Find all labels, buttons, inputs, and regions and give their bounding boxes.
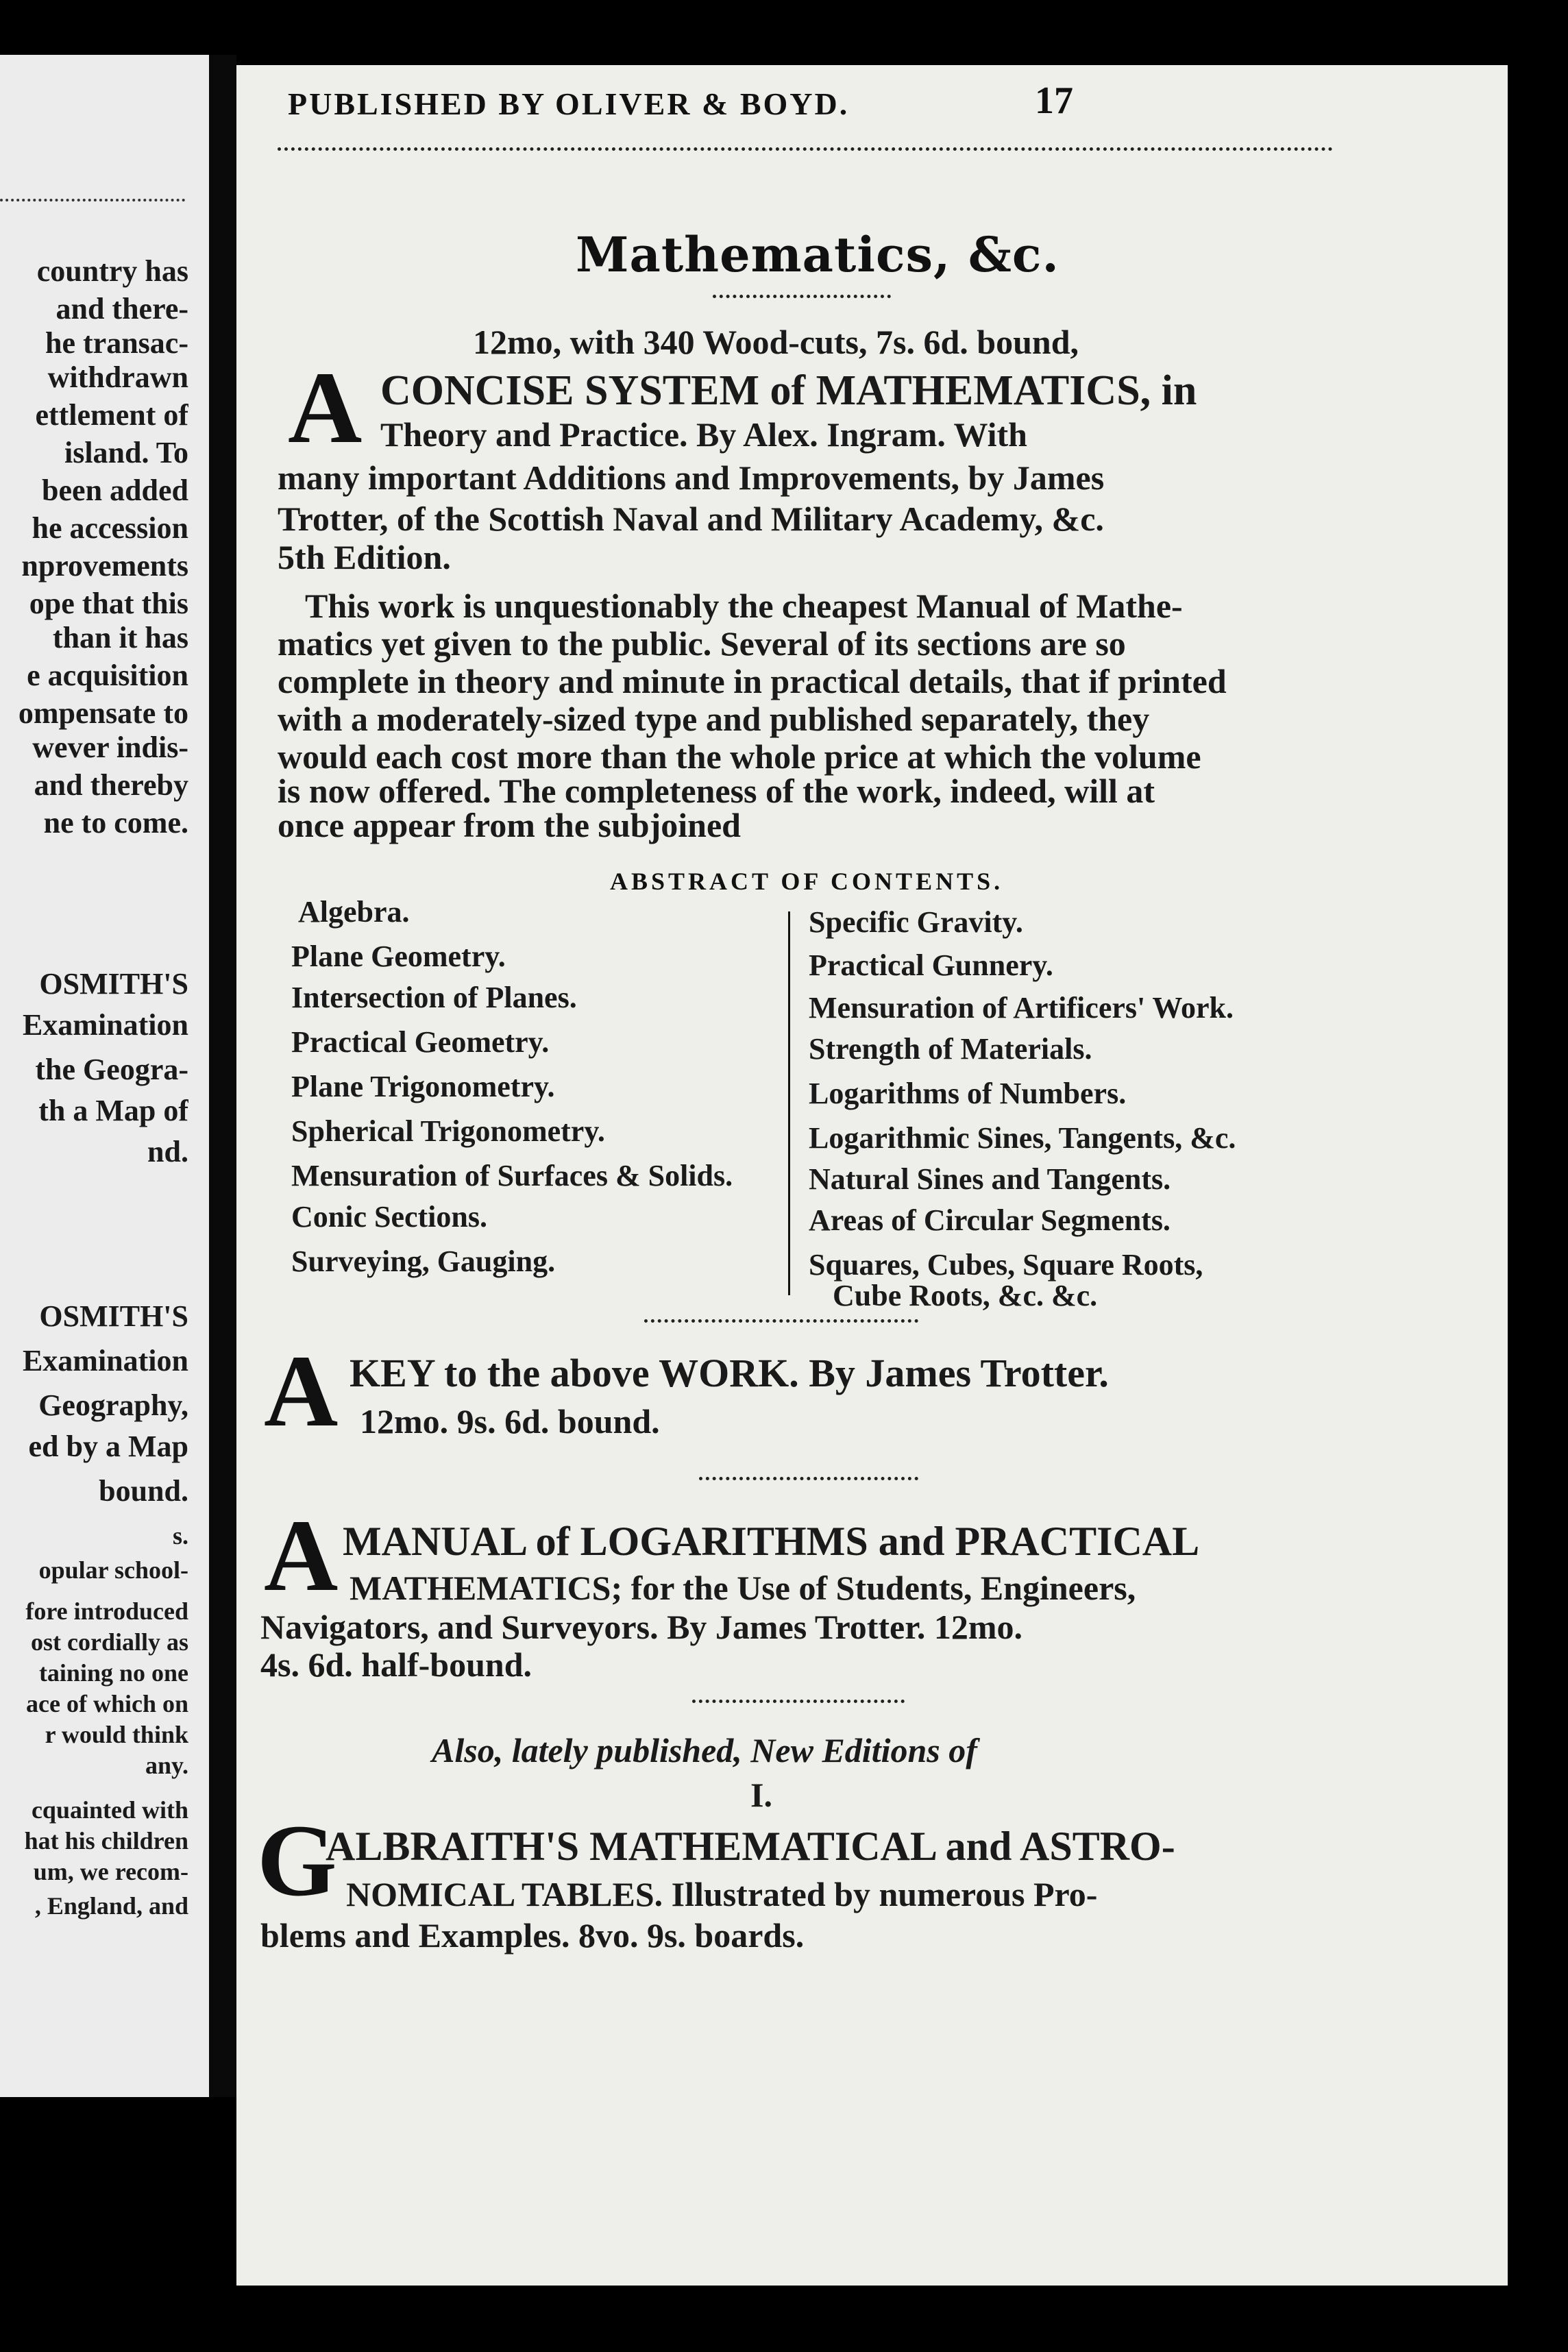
contents-left-item: Plane Geometry.: [291, 940, 506, 973]
entry4-line-3: blems and Examples. 8vo. 9s. boards.: [260, 1916, 805, 1955]
left-page-line: ope that this: [29, 587, 188, 620]
left-page-line: ne to come.: [43, 806, 188, 840]
entry4-line-2: NOMICAL TABLES. Illustrated by numerous Pro-: [346, 1875, 1098, 1913]
contents-right-item: Squares, Cubes, Square Roots,: [809, 1248, 1203, 1282]
ornament-rule-1: [644, 1319, 918, 1323]
left-page-line: he accession: [32, 511, 188, 545]
entry1-desc-4: with a moderately-sized type and published separately, they: [278, 700, 1150, 738]
left-page-line: he transac-: [45, 326, 188, 360]
contents-right-item: Specific Gravity.: [809, 905, 1023, 939]
left-page-line: nprovements: [21, 549, 188, 583]
contents-right-item: Practical Gunnery.: [809, 948, 1053, 982]
running-head: PUBLISHED BY OLIVER & BOYD.: [288, 86, 850, 121]
left-page-line: taining no one: [38, 1659, 188, 1687]
header-rule: [278, 147, 1333, 151]
section-numeral: I.: [750, 1776, 772, 1814]
left-page-line: e acquisition: [27, 659, 188, 692]
left-page-line: wever indis-: [32, 731, 188, 764]
entry1-line-5: 5th Edition.: [278, 538, 451, 576]
entry1-desc-1: This work is unquestionably the cheapest Manual of Mathe-: [305, 587, 1183, 625]
entry3-line-3: Navigators, and Surveyors. By James Trotter. 12mo.: [260, 1608, 1022, 1646]
contents-left-item: Surveying, Gauging.: [291, 1245, 556, 1278]
entry4-line-1: ALBRAITH'S MATHEMATICAL and ASTRO-: [326, 1824, 1175, 1869]
entry2-line-2: 12mo. 9s. 6d. bound.: [360, 1402, 660, 1441]
left-page-line: island. To: [64, 436, 188, 469]
entry1-format-line: 12mo, with 340 Wood-cuts, 7s. 6d. bound,: [473, 323, 1079, 361]
entry4-dropcap: G: [257, 1804, 337, 1918]
contents-heading: ABSTRACT OF CONTENTS.: [610, 868, 1004, 895]
ornament-rule-2: [699, 1477, 918, 1480]
entry1-dropcap: A: [288, 351, 363, 465]
entry2-line-1: KEY to the above WORK. By James Trotter.: [350, 1351, 1109, 1395]
left-page-line: s.: [172, 1522, 188, 1549]
left-page-line: OSMITH'S: [39, 1299, 188, 1333]
entry3-line-4: 4s. 6d. half-bound.: [260, 1645, 532, 1684]
entry1-line-1: CONCISE SYSTEM of MATHEMATICS, in: [380, 367, 1197, 414]
left-page-line: and thereby: [34, 768, 188, 802]
left-page-line: ace of which on: [26, 1690, 188, 1717]
left-page-line: Examination: [22, 1008, 188, 1042]
contents-divider: [788, 911, 790, 1295]
left-page-line: any.: [145, 1752, 188, 1779]
left-page-line: OSMITH'S: [39, 967, 188, 1001]
left-page-line: ettlement of: [35, 398, 188, 432]
entry1-desc-6: is now offered. The completeness of the work, indeed, will at: [278, 772, 1155, 810]
left-page-line: cquainted with: [31, 1796, 188, 1824]
section-title: Mathematics, &c.: [576, 226, 1059, 283]
entry1-desc-7: once appear from the subjoined: [278, 806, 741, 844]
contents-left-item: Conic Sections.: [291, 1200, 487, 1234]
entry3-dropcap: A: [264, 1499, 339, 1613]
left-page-line: nd.: [147, 1135, 188, 1168]
left-page-line: um, we recom-: [33, 1858, 188, 1885]
entry1-desc-3: complete in theory and minute in practical details, that if printed: [278, 662, 1227, 700]
left-page-line: opular school-: [38, 1556, 188, 1584]
entry1-line-4: Trotter, of the Scottish Naval and Military Academy, &c.: [278, 500, 1104, 538]
ornament-rule-3: [692, 1700, 905, 1703]
left-page-line: Geography,: [38, 1388, 188, 1422]
left-page-line: ost cordially as: [31, 1628, 188, 1656]
left-page-line: fore introduced: [25, 1597, 188, 1625]
contents-left-item: Plane Trigonometry.: [291, 1070, 555, 1103]
left-page-line: and there-: [56, 292, 188, 326]
contents-right-item: Natural Sines and Tangents.: [809, 1162, 1171, 1196]
left-page-line: ed by a Map: [28, 1430, 188, 1463]
entry1-line-2: Theory and Practice. By Alex. Ingram. With: [380, 415, 1027, 454]
entry1-line-3: many important Additions and Improvements, by James: [278, 458, 1105, 497]
left-page-line: bound.: [99, 1474, 188, 1508]
left-page-line: been added: [42, 474, 188, 507]
entry3-line-2: MATHEMATICS; for the Use of Students, Engineers,: [350, 1569, 1136, 1607]
contents-right-item: Areas of Circular Segments.: [809, 1203, 1171, 1237]
left-page-line: than it has: [52, 621, 188, 654]
contents-left-item: Intersection of Planes.: [291, 981, 577, 1014]
also-published: Also, lately published, New Editions of: [432, 1731, 977, 1769]
page-number: 17: [1035, 79, 1073, 122]
contents-left-item: Mensuration of Surfaces & Solids.: [291, 1159, 733, 1192]
left-page-divider: [0, 199, 185, 201]
contents-right-item: Strength of Materials.: [809, 1032, 1092, 1066]
left-page-line: r would think: [45, 1721, 188, 1748]
left-page-line: , England, and: [34, 1892, 188, 1920]
left-page-line: hat his children: [24, 1827, 188, 1854]
entry3-line-1: MANUAL of LOGARITHMS and PRACTICAL: [343, 1519, 1200, 1564]
book-gutter: [209, 55, 236, 2097]
left-page-line: Examination: [22, 1344, 188, 1377]
contents-right-item: Cube Roots, &c. &c.: [833, 1279, 1098, 1312]
entry1-desc-5: would each cost more than the whole price at which the volume: [278, 737, 1201, 776]
contents-right-item: Logarithms of Numbers.: [809, 1077, 1127, 1110]
entry1-desc-2: matics yet given to the public. Several of its sections are so: [278, 624, 1126, 663]
contents-right-item: Mensuration of Artificers' Work.: [809, 991, 1234, 1025]
left-page-line: ompensate to: [18, 696, 188, 730]
left-page-line: withdrawn: [47, 360, 188, 394]
contents-left-item: Algebra.: [298, 895, 410, 929]
entry2-dropcap: A: [264, 1334, 339, 1448]
contents-left-item: Spherical Trigonometry.: [291, 1114, 605, 1148]
left-page-line: the Geogra-: [35, 1053, 188, 1086]
contents-right-item: Logarithmic Sines, Tangents, &c.: [809, 1121, 1236, 1155]
left-page-line: th a Map of: [38, 1094, 188, 1127]
left-page-line: country has: [36, 254, 188, 288]
contents-left-item: Practical Geometry.: [291, 1025, 550, 1059]
title-ornament: [713, 295, 891, 298]
